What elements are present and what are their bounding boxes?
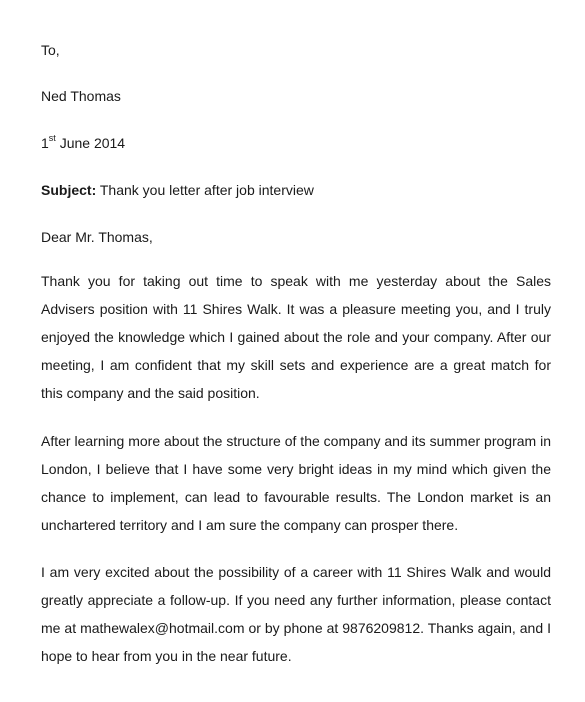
subject-label: Subject: <box>41 182 97 198</box>
paragraph-thanks: Thank you for taking out time to speak with me yesterday about the Sales Advisers position with 11 Shires Walk. It was a pleasure meeting you, and I truly enjoyed the knowledge which I gained about the role and your company. After our meeting, I am confident that my skill sets and experience are a great match for this company and the said position. <box>41 273 551 401</box>
date-day-suffix: st <box>48 133 56 144</box>
date-month-year: June 2014 <box>55 135 126 151</box>
paragraph-ideas: After learning more about the structure of the company and its summer program in London, I believe that I have some very bright ideas in my mind which given the chance to implement, can lead to favourable results. The London market is an unchartered territory and I am sure the company can prosper there. <box>41 433 551 533</box>
recipient-name: Ned Thomas <box>41 88 121 104</box>
letter-salutation: Dear Mr. Thomas, <box>41 229 153 245</box>
subject-text: Thank you letter after job interview <box>96 182 314 198</box>
paragraph-follow-up: I am very excited about the possibility of a career with 11 Shires Walk and would greatly appreciate a follow-up. If you need any further information, please contact me at mathewalex@hotmail.com or by phone at 9876209812. Thanks again, and I hope to hear from you in the near future. <box>41 564 551 664</box>
letter-subject <box>41 181 314 199</box>
letter-to-line: To, <box>41 42 60 58</box>
letter-date <box>41 134 125 152</box>
date-day: 1 <box>41 135 49 151</box>
